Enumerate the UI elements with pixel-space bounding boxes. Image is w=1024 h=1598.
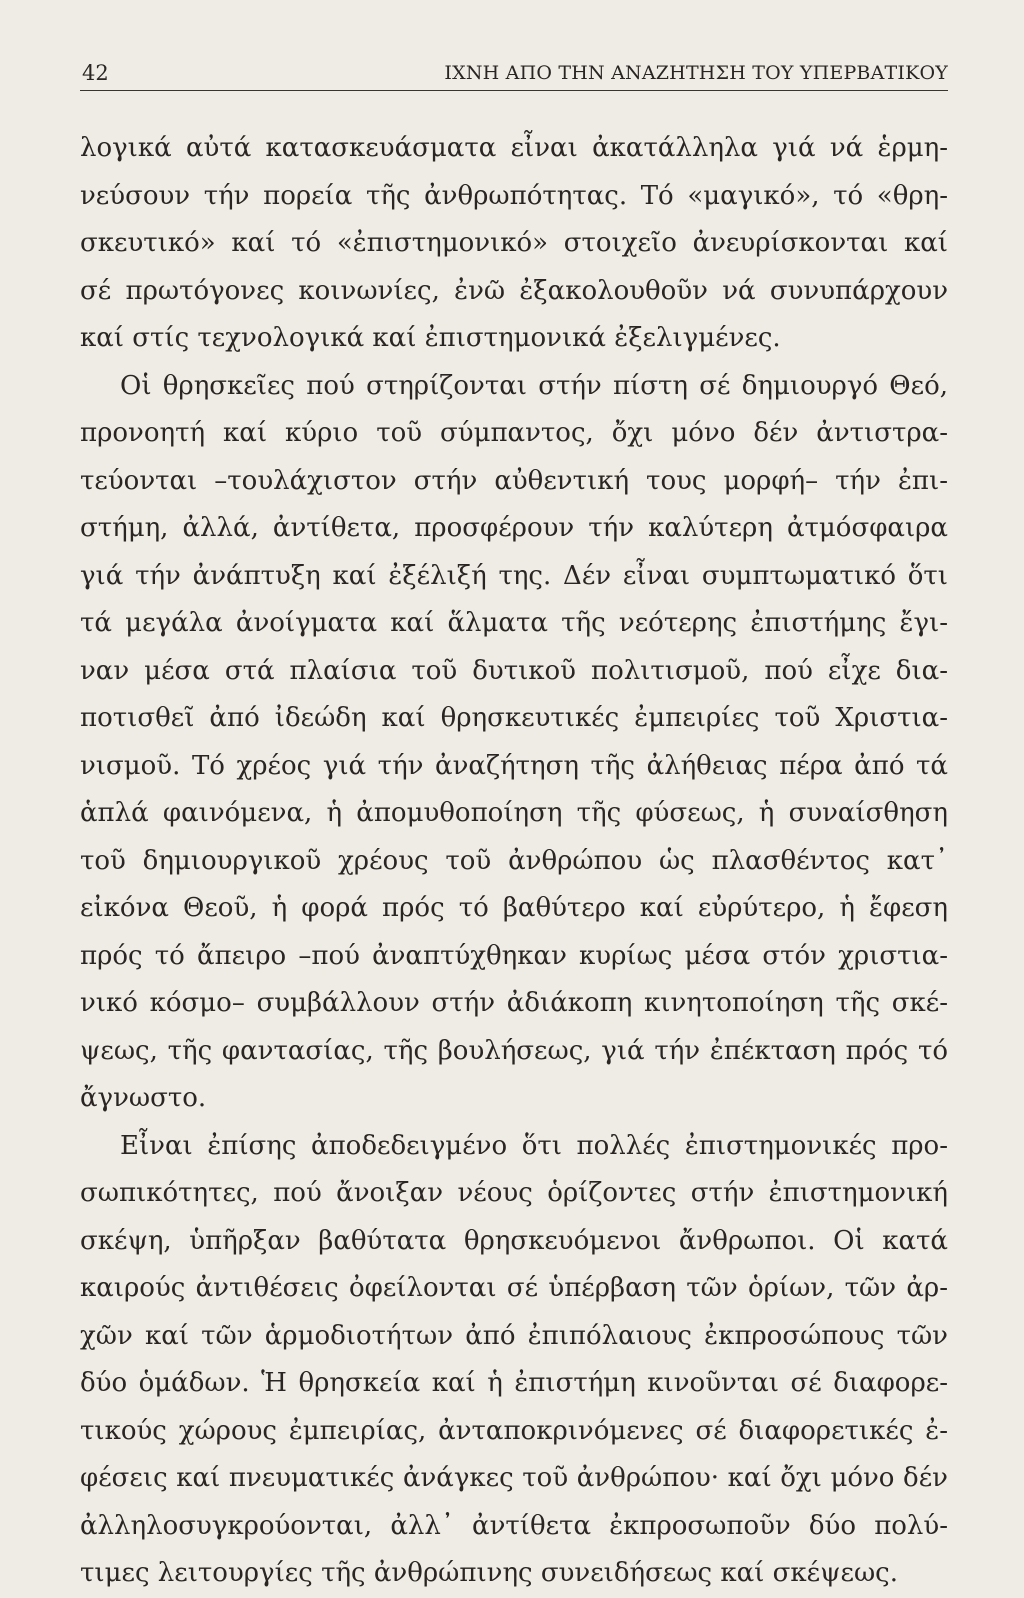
text-line: προνοητή καί κύριο τοῦ σύμπαντος, ὄχι μόνο δέν ἀντιστρα-	[80, 418, 948, 448]
text-line: γιά τήν ἀνάπτυξη καί ἐξέλιξή της. Δέν εἶναι συμπτωματικό ὅτι	[80, 560, 948, 591]
text-line: νικό κόσμο– συμβάλλουν στήν ἀδιάκοπη κινητοποίηση τῆς σκέ-	[80, 988, 948, 1018]
running-title: ΙΧΝΗ ΑΠΟ ΤΗΝ ΑΝΑΖΗΤΗΣΗ ΤΟΥ ΥΠΕΡΒΑΤΙΚΟΥ	[444, 62, 948, 84]
text-line: εἰκόνα Θεοῦ, ἡ φορά πρός τό βαθύτερο καί εὐρύτερο, ἡ ἔφεση	[80, 893, 948, 923]
body-text	[80, 125, 948, 1598]
text-line: δύο ὁμάδων. Ἡ θρησκεία καί ἡ ἐπιστήμη κινοῦνται σέ διαφορε-	[80, 1368, 948, 1398]
text-line: ἁπλά φαινόμενα, ἡ ἀπομυθοποίηση τῆς φύσεως, ἡ συναίσθηση	[80, 798, 948, 828]
text-line: σωπικότητες, πού ἄνοιξαν νέους ὁρίζοντες στήν ἐπιστημονική	[80, 1178, 948, 1208]
text-line: πρός τό ἄπειρο –πού ἀναπτύχθηκαν κυρίως μέσα στόν χριστια-	[80, 940, 948, 971]
text-line: λογικά αὐτά κατασκευάσματα εἶναι ἀκατάλληλα γιά νά ἑρμη-	[80, 133, 948, 163]
text-line: τά μεγάλα ἀνοίγματα καί ἅλματα τῆς νεότερης ἐπιστήμης ἔγι-	[80, 608, 948, 638]
text-line: τικούς χώρους ἐμπειρίας, ἀνταποκρινόμενες σέ διαφορετικές ἐ-	[80, 1415, 948, 1446]
text-line: σκέψη, ὑπῆρξαν βαθύτατα θρησκευόμενοι ἄνθρωποι. Οἱ κατά	[80, 1225, 948, 1256]
text-line: νισμοῦ. Τό χρέος γιά τήν ἀναζήτηση τῆς ἀλήθειας πέρα ἀπό τά	[80, 750, 948, 781]
paragraph-first-line: Οἱ θρησκεῖες πού στηρίζονται στήν πίστη σέ δημιουργό Θεό,	[120, 370, 948, 401]
text-line: σέ πρωτόγονες κοινωνίες, ἐνῶ ἐξακολουθοῦν νά συνυπάρχουν	[80, 275, 948, 306]
text-line: ἄγνωστο.	[80, 1083, 207, 1113]
text-line: τεύονται –τουλάχιστον στήν αὐθεντική τους μορφή– τήν ἐπι-	[80, 465, 948, 496]
text-line: ψεως, τῆς φαντασίας, τῆς βουλήσεως, γιά τήν ἐπέκταση πρός τό	[80, 1035, 948, 1066]
text-line: νεύσουν τήν πορεία τῆς ἀνθρωπότητας. Τό «μαγικό», τό «θρη-	[80, 180, 948, 211]
text-line: τοῦ δημιουργικοῦ χρέους τοῦ ἀνθρώπου ὡς πλασθέντος κατ᾽	[80, 845, 948, 876]
text-line: ἀλληλοσυγκρούονται, ἀλλ᾽ ἀντίθετα ἐκπροσωποῦν δύο πολύ-	[80, 1510, 948, 1541]
text-line: φέσεις καί πνευματικές ἀνάγκες τοῦ ἀνθρώπου· καί ὄχι μόνο δέν	[80, 1463, 948, 1493]
text-line: χῶν καί τῶν ἁρμοδιοτήτων ἀπό ἐπιπόλαιους ἐκπροσώπους τῶν	[80, 1320, 948, 1351]
text-line: στήμη, ἀλλά, ἀντίθετα, προσφέρουν τήν καλύτερη ἀτμόσφαιρα	[80, 513, 948, 543]
text-line: ναν μέσα στά πλαίσια τοῦ δυτικοῦ πολιτισμοῦ, πού εἶχε δια-	[80, 655, 948, 686]
paragraph-first-line: Εἶναι ἐπίσης ἀποδεδειγμένο ὅτι πολλές ἐπιστημονικές προ-	[120, 1130, 948, 1161]
text-line: καιρούς ἀντιθέσεις ὀφείλονται σέ ὑπέρβαση τῶν ὁρίων, τῶν ἀρ-	[80, 1273, 948, 1303]
text-line: ποτισθεῖ ἀπό ἰδεώδη καί θρησκευτικές ἐμπειρίες τοῦ Χριστια-	[80, 703, 948, 733]
text-line: καί στίς τεχνολογικά καί ἐπιστημονικά ἐξελιγμένες.	[80, 323, 781, 353]
text-line: τιμες λειτουργίες τῆς ἀνθρώπινης συνειδήσεως καί σκέψεως.	[80, 1558, 898, 1588]
page-header	[80, 60, 948, 91]
page-number: 42	[82, 61, 109, 85]
text-line: σκευτικό» καί τό «ἐπιστημονικό» στοιχεῖο ἀνευρίσκονται καί	[80, 228, 948, 258]
